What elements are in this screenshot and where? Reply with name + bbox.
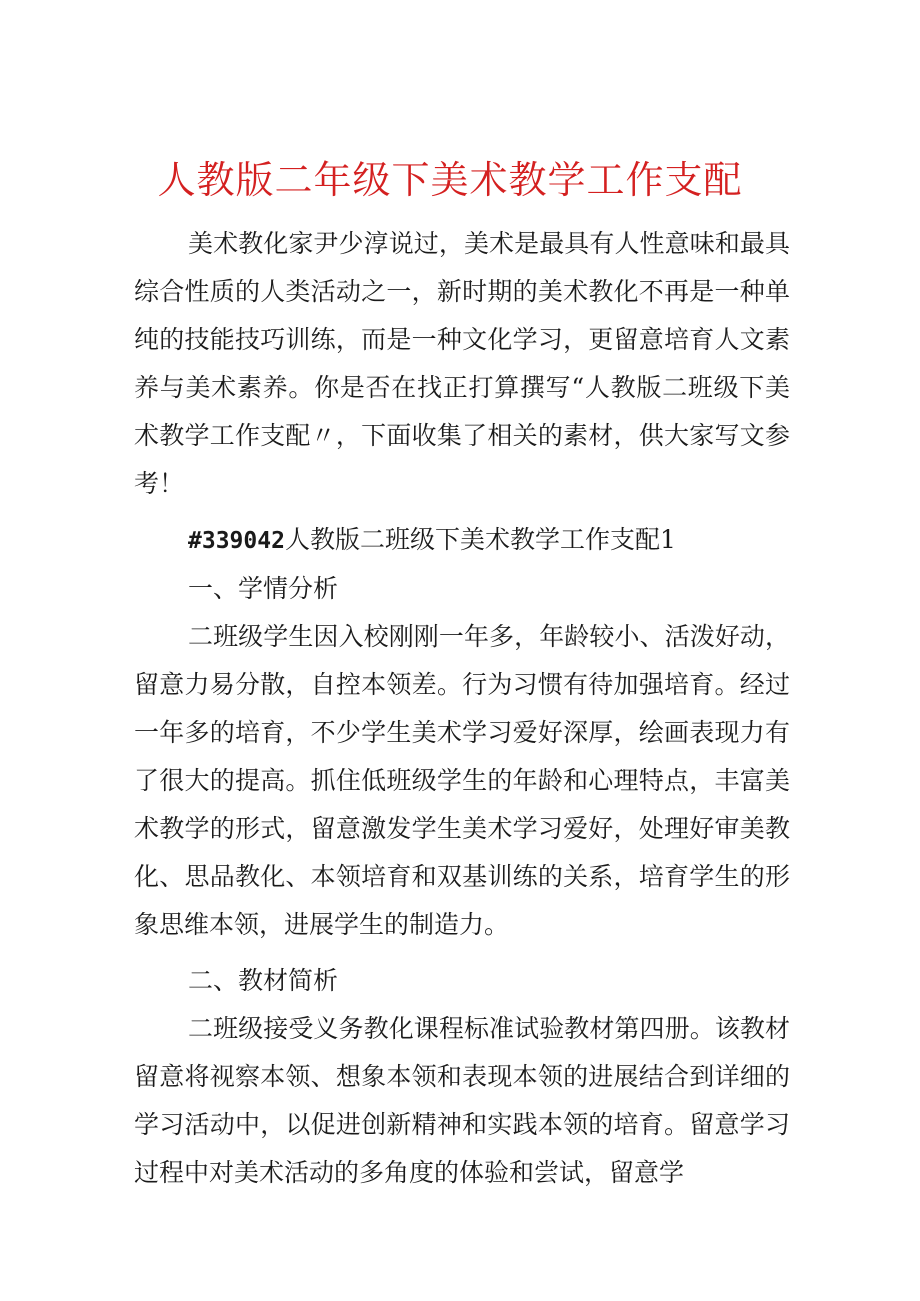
doc-id-title: 人教版二班级下美术教学工作支配1 [284,525,676,554]
section1-heading: 一、学情分析 [188,574,339,603]
doc-id-code: #339042 [188,528,285,554]
document-body [134,220,790,1197]
intro-paragraph: 美术教化家尹少淳说过，美术是最具有人性意味和最具综合性质的人类活动之一，新时期的美术教化不再是一种单纯的技能技巧训练，而是一种文化学习，更留意培育人文素养与美术素养。你是否在找正打算撰写“人教版二班级下美术教学工作支配〃，下面收集了相关的素材，供大家写文参考！ [134,229,790,498]
doc-id-line [134,516,790,565]
section2-paragraph: 二班级接受义务教化课程标准试验教材第四册。该教材留意将视察本领、想象本领和表现本领的进展结合到详细的学习活动中，以促进创新精神和实践本领的培育。留意学习过程中对美术活动的多角度的体验和尝试，留意学 [134,1014,790,1187]
section2-heading: 二、教材简析 [188,966,339,995]
section1-paragraph: 二班级学生因入校刚刚一年多，年龄较小、活泼好动，留意力易分散，自控本领差。行为习惯有待加强培育。经过一年多的培育，不少学生美术学习爱好深厚，绘画表现力有了很大的提高。抓住低班级学生的年龄和心理特点，丰富美术教学的形式，留意激发学生美术学习爱好，处理好审美教化、思品教化、本领培育和双基训练的关系，培育学生的形象思维本领，进展学生的制造力。 [134,622,790,939]
document-title: 人教版二年级下美术教学工作支配 [157,158,743,202]
